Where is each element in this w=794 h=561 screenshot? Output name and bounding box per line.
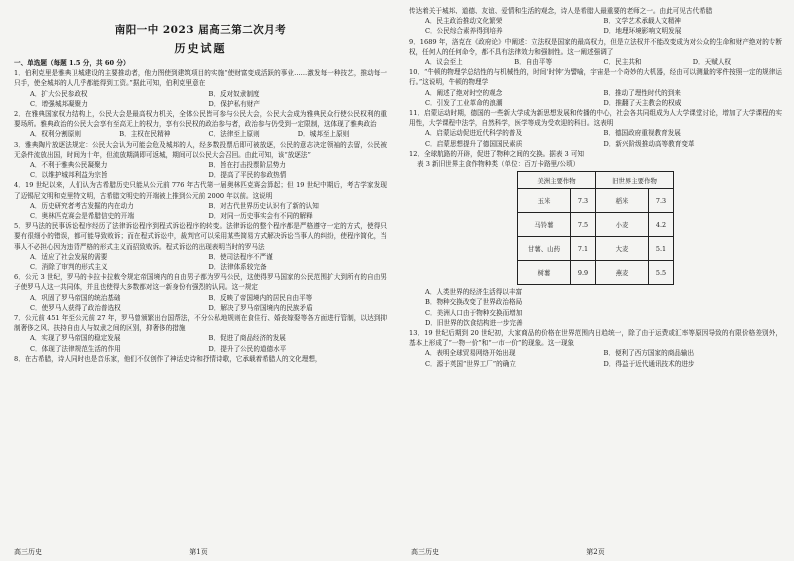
footer-subject: 高三历史 — [411, 548, 439, 556]
answer-options — [14, 89, 387, 109]
answer-option: A．适应了社会发展的需要 — [30, 252, 108, 261]
answer-option: C．消除了审判的形式主义 — [30, 263, 108, 272]
answer-option: B．物种交换改变了世界政治格局 — [425, 298, 523, 307]
page-footer — [0, 547, 397, 557]
answer-option: D．天赋人权 — [692, 58, 732, 67]
table-row — [518, 189, 674, 213]
answer-option: C．美洲人口由于物种交换而增加 — [425, 308, 523, 317]
answer-option: D．得益于近代通讯技术的进步 — [603, 359, 695, 368]
table-cell: 甘薯、山药 — [518, 237, 571, 261]
answer-option: C．源于英国“世界工厂”的确立 — [425, 359, 516, 368]
answer-option: A．不利于雅典公民凝聚力 — [30, 161, 108, 170]
section-heading: 一、单选题（每题 1.5 分，共 60 分） — [14, 59, 130, 67]
answer-option: A．人类世界的经济生活得以丰富 — [425, 288, 523, 297]
table-cell: 大麦 — [596, 237, 649, 261]
answer-option: A．权利分割原则 — [30, 130, 81, 139]
answer-option: B．促进了商品经济的发展 — [208, 334, 286, 343]
exam-title: 南阳一中 2023 届高三第二次月考 — [114, 24, 287, 36]
answer-option: C．公民综合素养得到培养 — [425, 27, 503, 36]
answer-option: B．自由平等 — [514, 58, 553, 67]
table-cell: 7.5 — [571, 213, 596, 237]
answer-option: B．反对奴隶制度 — [208, 89, 260, 98]
answer-option: C．奥林匹克赛会是希腊信史的开端 — [30, 212, 134, 221]
answer-option: D．地理环境影响文明发展 — [603, 27, 682, 36]
question-stem: 5．罗马法的民事诉讼程序经历了法律诉讼程序到程式诉讼程序的转变。法律诉讼的整个程序都是严格遵守一定的方式，使得只要有很细小的错误，都可能导致败诉；而在程式诉讼中，裁判官可以采用某些简易方式解决诉讼当事人的纠纷，使程序简化，当事人不必担心因为违背严格的形式主义而招致败诉。程式诉讼的出现表明当时的罗马法 — [14, 222, 387, 251]
answer-options — [14, 293, 387, 313]
question-stem: 2．在雅典国家权力结构上，公民大会是最高权力机关，全体公民皆可参与公民大会，公民大会成为雅典民众行使公民权利的重要场所。雅典政治的公民大会享有至高无上的权力，享有公民权的政治参与者，政治参与仍受到一定限制，这体现了雅典政治 — [14, 110, 387, 129]
answer-option: D．对同一历史事实会有不同的解释 — [208, 212, 313, 221]
table-caption: 表 3 新旧世界主食作物种类（单位：百万卡路里/公顷） — [417, 160, 580, 169]
answer-option: A．民主政治推动文化繁荣 — [425, 17, 503, 26]
answer-options — [14, 160, 387, 180]
answer-options — [14, 333, 387, 353]
answer-option: D．法律体系较完备 — [208, 263, 267, 272]
table-header: 旧世界主要作物 — [596, 172, 674, 189]
answer-option: B．对古代世界历史认识有了新的认知 — [208, 201, 319, 210]
answer-option: C．使罗马人获得了政治普选权 — [30, 303, 121, 312]
table-cell: 7.3 — [571, 189, 596, 213]
answer-option: C．启蒙思想提升了德国国民素质 — [425, 139, 523, 148]
answer-option: C．体现了法律规范生活的作用 — [30, 344, 121, 353]
answer-option: D．城邦至上原则 — [297, 130, 350, 139]
table-cell: 燕麦 — [596, 261, 649, 285]
answer-option: B．反映了帝国境内的居民自由平等 — [208, 293, 313, 302]
answer-option: D．保护私有财产 — [208, 99, 260, 108]
answer-option: C．民主共和 — [603, 58, 642, 67]
answer-option: C．增强城邦凝聚力 — [30, 99, 88, 108]
table-header: 美洲主要作物 — [518, 172, 596, 189]
question-stem: 7．公元前 451 年至公元前 27 年，罗马曾颁繁出台国帮法，不分公私地规则在食住行、婚丧嫁娶等各方面进行管制，以达到抑制奢侈之风、扶持自由人与奴隶之间的区别，抑奢侈的措施 — [14, 314, 387, 333]
answer-options — [409, 348, 782, 368]
page-footer — [397, 547, 794, 557]
table-cell: 7.3 — [649, 189, 674, 213]
table-cell: 4.2 — [649, 213, 674, 237]
answer-option: C．引发了工业革命的浪潮 — [425, 98, 503, 107]
answer-options — [409, 57, 782, 67]
answer-options — [409, 88, 782, 108]
table-cell: 7.1 — [571, 237, 596, 261]
answer-options — [14, 201, 387, 221]
question-stem: 9．1689 年，洛克在《政府论》中阐述：立法权是国家的最高权力，但是立法权并不能改变成为对公众的生命和财产绝对的专断权，任何人的任何命令，都不具有法律效力和强制性。这一阐述强调了 — [409, 37, 782, 56]
table-header-row — [518, 172, 674, 189]
exam-subtitle: 历史试题 — [174, 42, 227, 55]
crop-table — [517, 171, 674, 285]
answer-options — [409, 16, 782, 36]
table-cell: 9.9 — [571, 261, 596, 285]
table-cell: 小麦 — [596, 213, 649, 237]
answer-option: D．解决了罗马帝国境内的民族矛盾 — [208, 303, 313, 312]
answer-options — [14, 129, 387, 139]
table-cell: 马铃薯 — [518, 213, 571, 237]
answer-options — [409, 287, 782, 328]
question-stem: 4．19 世纪以来，人们认为古希腊历史只能从公元前 776 年古代第一届奥林匹克赛会算起；但 19 世纪中期后，考古学家发现了迈锡尼文明和克里特文明，古希腊文明史的开端被上推到公元前 2000 年以前。这说明 — [14, 181, 387, 200]
footer-page-number: 第1页 — [189, 548, 208, 556]
table-row — [518, 237, 674, 261]
answer-option: D．旧世界的饮食结构进一步完善 — [425, 318, 523, 327]
question-stem: 10．“牛顿的物理学总结性的与机械性的，时间‘时钟’为譬喻，宇宙是一个奇妙的大机器，经由可以测量的零件按照一定的规律运行。”这说明，牛顿的物理学 — [409, 68, 782, 87]
question-stem: 3．雅典陶片放逐法规定：公民大会认为可能会危及城邦的人，经多数投票后即可被放逐，公民的意志决定领袖的去留，公民被无条件流放出国，时间为十年，但流放期满即可返城，期间可以公民大会召回。由此可知，该“放逐法” — [14, 140, 387, 159]
answer-option: A．扩大公民参政权 — [30, 89, 88, 98]
table-cell: 5.5 — [649, 261, 674, 285]
table-cell: 树薯 — [518, 261, 571, 285]
answer-option: A．阐述了绝对时空的观念 — [425, 88, 503, 97]
answer-option: A．巩固了罗马帝国的统治基础 — [30, 293, 121, 302]
table-cell: 玉米 — [518, 189, 571, 213]
answer-option: B．德国政府重视教育发展 — [603, 129, 681, 138]
answer-option: B．文学艺术承载人文精神 — [603, 17, 681, 26]
table-cell: 稻米 — [596, 189, 649, 213]
answer-option: D．提升了公民的道德水平 — [208, 344, 287, 353]
answer-option: B．主权在民精神 — [119, 130, 171, 139]
question-continuation: 传达着关于城邦、道德、友谊、爱情和生活的观念，诗人是希腊人最重要的老师之一。由此可见古代希腊 — [409, 7, 713, 15]
answer-option: B．使司法程序不严谨 — [208, 252, 273, 261]
question-stem: 6．公元 3 世纪，罗马的卡拉卡拉敕令规定帝国境内的自由男子都为罗马公民，这使得罗马国家的公民范围扩大到所有的自由男子使罗马人这一共同体，并且也使得大多数都对这一新身份有强烈的认同。这一规定 — [14, 273, 387, 292]
question-stem: 1．伯利克里是雅典卫城建设的主要推动者，他力图使到建筑项目的实施“使财富变成活跃的事业……激发每一种技艺，推动每一只手，使全城邦的人几乎都能得到工资。”据此可知，伯利克里意在 — [14, 69, 387, 88]
answer-option: C．法律至上原则 — [208, 130, 260, 139]
answer-option: B．旨在打击投票阶层势力 — [208, 161, 286, 170]
answer-option: A．实现了罗马帝国的稳定发展 — [30, 334, 121, 343]
table-cell: 5.1 — [649, 237, 674, 261]
answer-option: A．议会至上 — [425, 58, 463, 67]
answer-option: D．新兴阶级推动高等教育变革 — [603, 139, 695, 148]
footer-page-number: 第2页 — [586, 548, 605, 556]
answer-option: D．推翻了天主教会的权威 — [603, 98, 682, 107]
question-stem: 8．在古希腊，诗人同时也是音乐家，他们不仅创作了神话史诗和抒情诗歌，它承载着希腊人的文化理想， — [14, 354, 322, 363]
answer-option: A．历史研究者考古发掘的内在动力 — [30, 201, 134, 210]
answer-option: A．启蒙运动促进近代科学的普及 — [425, 129, 523, 138]
question-stem: 12．全球航路的开辟，促进了物种之间的交换。据表 3 可知 — [409, 149, 585, 158]
question-list — [409, 16, 782, 159]
answer-option: B．便利了西方国家的商品输出 — [603, 349, 695, 358]
answer-option: C．以维护城邦利益为宗旨 — [30, 171, 108, 180]
table-row — [518, 213, 674, 237]
answer-option: D．提高了平民的参政热情 — [208, 171, 287, 180]
table-row — [518, 261, 674, 285]
answer-option: A．表明全球贸易网络开始出现 — [425, 349, 516, 358]
question-stem: 13．19 世纪后期到 20 世纪初，大家商品的价格在世界范围内日趋统一，除了由于运费或汇率等原因导致的有限价格差别外，基本上形成了“一物一价”和“一市一价”的现象。这一现象 — [409, 329, 782, 348]
footer-subject: 高三历史 — [14, 548, 42, 556]
page-right — [397, 0, 794, 561]
question-list — [14, 68, 387, 364]
answer-options — [14, 252, 387, 272]
answer-option: B．推动了理性时代的到来 — [603, 88, 681, 97]
question-stem: 11．启蒙运动时期，德国的一些新大学成为新思想发展和传播的中心，社会各共同组成为人大学课堂讨论，增加了大学课程的实用性，大学课程中法学，自然科学，医学等成为受欢迎的科目。这表明 — [409, 109, 782, 128]
answer-options — [409, 128, 782, 148]
